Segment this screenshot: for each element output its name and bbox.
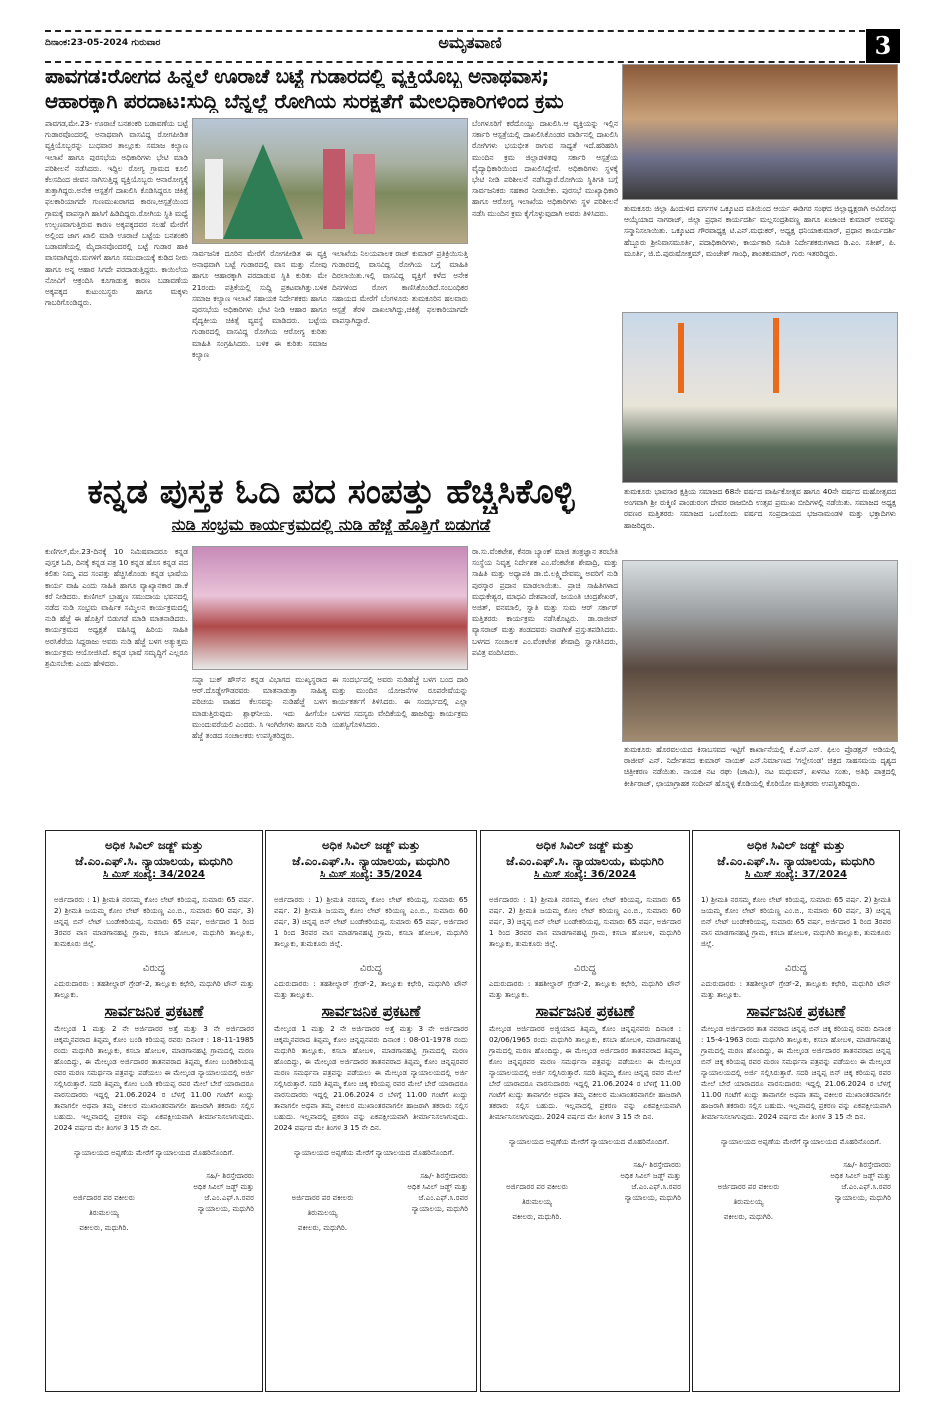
advocate-line: ವಕೀಲರು, ಮಧುಗಿರಿ.	[79, 1223, 129, 1232]
signature-line: ನ್ಯಾಯಾಲಯ, ಮಧುಗಿರಿ	[411, 1204, 468, 1213]
signature-line: ಜೆ.ಎಂ.ಎಫ್.ಸಿ.ರವರ	[204, 1193, 254, 1202]
respondent: ಎದುರುದಾರರು : ತಹಶೀಲ್ದಾರ್ ಗ್ರೇಡ್-2, ತಾಲ್ಲೂಕು ಕಛೇರಿ, ಮಧುಗಿರಿ ಟೌನ್ ಮತ್ತು ತಾಲ್ಲೂಕು.	[54, 979, 254, 999]
advocate-name: ತಿರುಮಲಯ್ಯ	[733, 1197, 764, 1206]
case-number: ಸಿ ಮಿಸ್ ಸಂಖ್ಯೆ: 34/2024	[102, 869, 206, 880]
petitioners: ಅರ್ಜಿದಾರರು : 1) ಶ್ರೀಮತಿ ನರಸಮ್ಮ ಕೋಂ ಲೇಟ್ ಕರಿಯಪ್ಪ, ಸುಮಾರು 65 ವರ್ಷ. 2) ಶ್ರೀಮತಿ ಜಯಮ್ಮ ಕೋಂ ಲೇಟ್ ಕರಿಯಣ್ಣ ಎಂ.ಬಿ., ಸುಮಾರು 60 ವರ್ಷ, 3) ಚಿನ್ನಪ್ಪ ಬಿನ್ ಲೇಟ್ ಬಂಡೇಕರಿಯಪ್ಪ, ಸುಮಾರು 65 ವರ್ಷ, ಅರ್ಜಿದಾರ 1 ರಿಂದ 3ರವರ ವಾಸ ಮಾಡಗಾನಹಟ್ಟಿ ಗ್ರಾಮ, ಕಸಬಾ ಹೋಬಳಿ, ಮಧುಗಿರಿ ತಾಲ್ಲೂಕು, ತುಮಕೂರು ಜಿಲ್ಲೆ.	[54, 895, 254, 948]
advocate-line: ಅರ್ಜಿದಾರರ ಪರ ವಕೀಲರು	[73, 1193, 135, 1202]
case-number: ಸಿ ಮಿಸ್ ಸಂಖ್ಯೆ: 36/2024	[533, 869, 637, 880]
felicitation-photo-caption: ತುಮಕೂರು ಜಿಲ್ಲಾ ಹಿಂದುಳಿದ ವರ್ಗಗಳ ಒಕ್ಕೂಟದ ವತಿಯಿಂದ ಆರ್ಯ ಈಡಿಗರ ಸಂಘದ ಜಿಲ್ಲಾಧ್ಯಕ್ಷರಾಗಿ ಅವಿರೋಧ ಆಯ್ಕೆಯಾದ ನಾಗರಾಜ್, ಜಿಲ್ಲಾ ಪ್ರಧಾನ ಕಾರ್ಯದರ್ಶಿ ಮಲ್ಲಸಂದ್ರಶಿವಣ್ಣ ಹಾಗೂ ಖಜಾಂಚಿ ಕುಮಾರ್ ಅವರನ್ನು ಸನ್ಮಾನಿಸಲಾಯಿತು. ಒಕ್ಕೂಟದ ಗೌರವಾಧ್ಯಕ್ಷ ಟಿ.ಎನ್.ಮಧುಕರ್, ಅಧ್ಯಕ್ಷ ಧನಿಯಾಕುಮಾರ್, ಪ್ರಧಾನ ಕಾರ್ಯದರ್ಶಿ ಹೆಬ್ಬೂರು ಶ್ರೀನಿವಾಸಮೂರ್ತಿ, ಪದಾಧಿಕಾರಿಗಳು, ಕಾರ್ಯಕಾರಿ ಸಮಿತಿ ನಿರ್ದೇಶಕರುಗಳಾದ ಡಿ.ಎಂ. ಸತೀಶ್, ಪಿ. ಮೂರ್ತಿ, ಜಿ.ಬಿ.ಪುರುಷೋತ್ತಮ್, ಮಂಜೇಶ್ ಗಾಂಧಿ, ಶಾಂತಕುಮಾರ್, ಗುರು ಇತರರಿದ್ದರು.	[624, 204, 896, 258]
signature-line: ಸಹಿ/- ಶಿರಸ್ತೇದಾರರು	[420, 1171, 468, 1180]
court-order-line: ನ್ಯಾಯಾಲಯದ ಅಪ್ಪಣೆಯ ಮೇರೆಗೆ ನ್ಯಾಯಾಲಯದ ಮೊಹರಿನೊಂದಿಗೆ.	[509, 1137, 670, 1146]
notice-body: ಮೇಲ್ಕಂಡ ಅರ್ಜಿದಾರರ ಅಜ್ಜಿಯಾದ ತಿಪ್ಪಮ್ಮ ಕೋಂ ಚಿನ್ನಪ್ಪನವರು ದಿನಾಂಕ : 02/06/1965 ರಂದು ಮಧುಗಿರಿ ತಾಲ್ಲೂಕು, ಕಸಬಾ ಹೋಬಳಿ, ಮಾಡಗಾನಹಟ್ಟಿ ಗ್ರಾಮದಲ್ಲಿ ಮರಣ ಹೊಂದಿದ್ದು, ಈ ಮೇಲ್ಕಂಡ ಅರ್ಜಿದಾರರ ತಾತನವರಾದ ತಿಪ್ಪಮ್ಮ ಕೋಂ ಚಿನ್ನಪ್ಪರವರ ಮರಣ ಸಮರ್ಥನಾ ಪತ್ರವನ್ನು ಪಡೆಯಲು ಈ ಮೇಲ್ಕಂಡ ನ್ಯಾಯಾಲಯದಲ್ಲಿ ಅರ್ಜಿ ಸಲ್ಲಿಸಿರುತ್ತಾರೆ. ಸದರಿ ತಿಪ್ಪಮ್ಮ ಕೋಂ ಚಿನ್ನಪ್ಪ ರವರ ಮೇಲೆ ಬೇರೆ ಯಾರಾದರೂ ವಾರಸುದಾರರು ಇದ್ದಲ್ಲಿ 21.06.2024 ರ ಬೆಳಗ್ಗೆ 11.00 ಗಂಟೆಗೆ ಖುದ್ದು ತಾವಾಗಲೀ ಅಥವಾ ತಮ್ಮ ವಕೀಲರ ಮುಖಾಂತರವಾಗಲೀ ಹಾಜರಾಗಿ ತಕರಾರು ಸಲ್ಲಿಸ ಬಹುದು. ಇಲ್ಲವಾದಲ್ಲಿ ಪ್ರಕರಣ ವನ್ನು ಏಕಪಕ್ಷೀಯವಾಗಿ ತೀರ್ಮಾನಿಸಲಾಗುವುದು. 2024 ವರ್ಷದ ಮೇ ತಿಂಗಳ 3 15 ನೇ ದಿನ.	[489, 1024, 681, 1121]
petitioners: ಅರ್ಜಿದಾರರು : 1) ಶ್ರೀಮತಿ ನರಸಮ್ಮ ಕೋಂ ಲೇಟ್ ಕರಿಯಪ್ಪ, ಸುಮಾರು 65 ವರ್ಷ. 2) ಶ್ರೀಮತಿ ಜಯಮ್ಮ ಕೋಂ ಲೇಟ್ ಕರಿಯಣ್ಣ ಎಂ.ಬಿ., ಸುಮಾರು 60 ವರ್ಷ, 3) ಚಿನ್ನಪ್ಪ ಬಿನ್ ಲೇಟ್ ಬಂಡೇಕರಿಯಪ್ಪ, ಸುಮಾರು 65 ವರ್ಷ, ಅರ್ಜಿದಾರ 1 ರಿಂದ 3ರವರ ವಾಸ ಮಾಡಗಾನಹಟ್ಟಿ ಗ್ರಾಮ, ಕಸಬಾ ಹೋಬಳಿ, ಮಧುಗಿರಿ ತಾಲ್ಲೂಕು, ತುಮಕೂರು ಜಿಲ್ಲೆ.	[274, 895, 468, 948]
story1-column-4: ಬೆಂಗಳೂರಿಗೆ ಕರೆದೊಯ್ದು ದಾಖಲಿಸಿ.ಆ ವ್ಯಕ್ತಿಯನ್ನು ಇಲ್ಲಿನ ಸರ್ಕಾರಿ ಆಸ್ಪತ್ರೆಯಲ್ಲಿ ದಾಖಲಿಸಿಕೊಂಡರ ವಾರ್ಡಿನಲ್ಲಿ ದಾಖಲಿಸಿ ರೋಗಿಗಳು ಭಯಭೀತ ರಾಗುವ ಸಾಧ್ಯತೆ ಇದೆ.ಹರಿಹರಿಸಿ ಮುಂದಿನ ಕ್ರಮ ಜಿಲ್ಲಾಡಳಿತವು ಸರ್ಕಾರಿ ಆಸ್ಪತ್ರೆಯ ವೈದ್ಯಾಧಿಕಾರಿಯಿಂದ ದಾಖಲಿಸಿದ್ದೇವೆ. ಅಧಿಕಾರಿಗಳು ಸ್ಥಳಕ್ಕೆ ಭೇಟಿ ನೀಡಿ ಪರಿಶೀಲನೆ ನಡೆಸಿದ್ದಾರೆ.ರೋಗಿಯ ಸ್ಥಿತಿಗತಿ ಬಗ್ಗೆ ಸಾರ್ವಜನಿಕರು ಸಹಕಾರ ನೀಡಬೇಕು. ಪುರಸಭೆ ಮುಖ್ಯಾಧಿಕಾರಿ ಹಾಗೂ ಆರೋಗ್ಯ ಇಲಾಖೆಯ ಅಧಿಕಾರಿಗಳು ಸ್ಥಳ ಪರಿಶೀಲನೆ ನಡೆಸಿ ಮುಂದಿನ ಕ್ರಮ ಕೈಗೊಳ್ಳುವುದಾಗಿ ಅವರು ತಿಳಿಸಿದರು.	[472, 119, 618, 218]
advocate-line: ವಕೀಲರು, ಮಧುಗಿರಿ.	[723, 1212, 774, 1221]
header-rule	[45, 61, 865, 63]
versus-label: ವಿರುದ್ಧ	[784, 963, 808, 974]
court-public-notice	[692, 830, 900, 1392]
signature-line: ಅಧಿಕ ಸಿವಿಲ್ ಜಡ್ಜ್ ಮತ್ತು	[620, 1171, 681, 1180]
felicitation-group-photo	[622, 64, 898, 200]
story2-column-3: ಈ ಸಂದರ್ಭದಲ್ಲಿ ಅವರು ನುಡಿಹೆಜ್ಜೆ ಬಳಗ ಬಂದ ದಾರಿ ಮತ್ತು ಮುಂದಿನ ಯೋಜನೆಗಳ ರೂಪರೇಷೆಯನ್ನು ಕಾರ್ಯಕರ್ತಗೆ ತಿಳಿಸಿದರು. ಈ ಸಂದರ್ಭದಲ್ಲಿ ಎಲ್ಲಾ ಬಳಗದ ಸದಸ್ಯರು ವೇದಿಕೆಯಲ್ಲಿ ಹಾಜರಿದ್ದು ಕಾರ್ಯಕ್ರಮ ಯಶಸ್ವಿಗೊಳಿಸಿದರು.	[332, 675, 468, 729]
book-release-photo	[192, 546, 468, 670]
court-order-line: ನ್ಯಾಯಾಲಯದ ಅಪ್ಪಣೆಯ ಮೇರೆಗೆ ನ್ಯಾಯಾಲಯದ ಮೊಹರಿನೊಂದಿಗೆ.	[74, 1148, 235, 1157]
court-public-notice	[45, 830, 263, 1392]
procession-group-photo	[622, 312, 898, 483]
signature-line: ಅಧಿಕ ಸಿವಿಲ್ ಜಡ್ಜ್ ಮತ್ತು	[407, 1182, 468, 1191]
signature-line: ಅಧಿಕ ಸಿವಿಲ್ ಜಡ್ಜ್ ಮತ್ತು	[193, 1182, 254, 1191]
signature-line: ನ್ಯಾಯಾಲಯ, ಮಧುಗಿರಿ	[834, 1193, 891, 1202]
court-location: ಜೆ.ಎಂ.ಎಫ್.ಸಿ. ನ್ಯಾಯಾಲಯ, ಮಧುಗಿರಿ	[506, 854, 664, 868]
issue-date: ದಿನಾಂಕ:23-05-2024 ಗುರುವಾರ	[45, 38, 161, 48]
story2-subheadline: ನುಡಿ ಸಂಭ್ರಮ ಕಾರ್ಯಕ್ರಮದಲ್ಲಿ ನುಡಿ ಹೆಜ್ಜೆ ಹೊತ್ತಿಗೆ ಬಿಡುಗಡೆ	[171, 515, 491, 534]
notice-body: ಮೇಲ್ಕಂಡ 1 ಮತ್ತು 2 ನೇ ಅರ್ಜಿದಾರರ ಅತ್ತೆ ಮತ್ತು 3 ನೇ ಅರ್ಜಿದಾರರ ಚಿಕ್ಕಮ್ಮನವರಾದ ತಿಪ್ಪಮ್ಮ ಕೋಂ ಬಂಡಿ ಕರಿಯಪ್ಪ ರವರು ದಿನಾಂಕ : 18-11-1985 ರಂದು ಮಧುಗಿರಿ ತಾಲ್ಲೂಕು, ಕಸಬಾ ಹೋಬಳಿ, ಮಾಡಗಾನಹಟ್ಟಿ ಗ್ರಾಮದಲ್ಲಿ ಮರಣ ಹೊಂದಿದ್ದು, ಈ ಮೇಲ್ಕಂಡ ಅರ್ಜಿದಾರರ ತಾತನವರಾದ ತಿಪ್ಪಮ್ಮ ಕೋಂ ಬಂಡಿಕರಿಯಪ್ಪ ರವರ ಮರಣ ಸಮರ್ಥನಾ ಪತ್ರವನ್ನು ಪಡೆಯಲು ಈ ಮೇಲ್ಕಂಡ ನ್ಯಾಯಾಲಯದಲ್ಲಿ ಅರ್ಜಿ ಸಲ್ಲಿಸಿರುತ್ತಾರೆ. ಸದರಿ ತಿಪ್ಪಮ್ಮ ಕೋಂ ಬಂಡಿ ಕರಿಯಪ್ಪ ರವರ ಮೇಲೆ ಬೇರೆ ಯಾರಾದರೂ ವಾರಸುದಾರರು ಇದ್ದಲ್ಲಿ 21.06.2024 ರ ಬೆಳಗ್ಗೆ 11.00 ಗಂಟೆಗೆ ಖುದ್ದು ತಾವಾಗಲೀ ಅಥವಾ ತಮ್ಮ ವಕೀಲರ ಮುಖಾಂತರವಾಗಲೀ ಹಾಜರಾಗಿ ತಕರಾರು ಸಲ್ಲಿಸ ಬಹುದು. ಇಲ್ಲವಾದಲ್ಲಿ ಪ್ರಕರಣ ವನ್ನು ಏಕಪಕ್ಷೀಯವಾಗಿ ತೀರ್ಮಾನಿಸಲಾಗುವುದು. 2024 ವರ್ಷದ ಮೇ ತಿಂಗಳ 3 15 ನೇ ದಿನ.	[54, 1024, 254, 1132]
notice-body: ಮೇಲ್ಕಂಡ 1 ಮತ್ತು 2 ನೇ ಅರ್ಜಿದಾರರ ಅತ್ತೆ ಮತ್ತು 3 ನೇ ಅರ್ಜಿದಾರರ ಚಿಕ್ಕಮ್ಮನವರಾದ ತಿಪ್ಪಮ್ಮ ಕೋಂ ಚಿನ್ನಪ್ಪನವರು ದಿನಾಂಕ : 08-01-1978 ರಂದು ಮಧುಗಿರಿ ತಾಲ್ಲೂಕು, ಕಸಬಾ ಹೋಬಳಿ, ಮಾಡಗಾನಹಟ್ಟಿ ಗ್ರಾಮದಲ್ಲಿ ಮರಣ ಹೊಂದಿದ್ದು, ಈ ಮೇಲ್ಕಂಡ ಅರ್ಜಿದಾರರ ತಾತನವರಾದ ತಿಪ್ಪಮ್ಮ ಕೋಂ ಚಿನ್ನಪ್ಪರವರ ಮರಣ ಸಮರ್ಥನಾ ಪತ್ರವನ್ನು ಪಡೆಯಲು ಈ ಮೇಲ್ಕಂಡ ನ್ಯಾಯಾಲಯದಲ್ಲಿ ಅರ್ಜಿ ಸಲ್ಲಿಸಿರುತ್ತಾರೆ. ಸದರಿ ತಿಪ್ಪಮ್ಮ ಕೋಂ ಚಿಕ್ಕ ಕರಿಯಪ್ಪ ರವರ ಮೇಲೆ ಬೇರೆ ಯಾರಾದರೂ ವಾರಸುದಾರರು ಇದ್ದಲ್ಲಿ 21.06.2024 ರ ಬೆಳಗ್ಗೆ 11.00 ಗಂಟೆಗೆ ಖುದ್ದು ತಾವಾಗಲೀ ಅಥವಾ ತಮ್ಮ ವಕೀಲರ ಮುಖಾಂತರವಾಗಲೀ ಹಾಜರಾಗಿ ತಕರಾರು ಸಲ್ಲಿಸ ಬಹುದು. ಇಲ್ಲವಾದಲ್ಲಿ ಪ್ರಕರಣ ವನ್ನು ಏಕಪಕ್ಷೀಯವಾಗಿ ತೀರ್ಮಾನಿಸಲಾಗುವುದು. 2024 ವರ್ಷದ ಮೇ ತಿಂಗಳ 3 15 ನೇ ದಿನ.	[274, 1024, 468, 1132]
advocate-name: ತಿರುಮಲಯ್ಯ	[88, 1208, 120, 1217]
signature-line: ನ್ಯಾಯಾಲಯ, ಮಧುಗಿರಿ	[197, 1204, 254, 1213]
respondent: ಎದುರುದಾರರು : ತಹಶೀಲ್ದಾರ್ ಗ್ರೇಡ್-2, ತಾಲ್ಲೂಕು ಕಛೇರಿ, ಮಧುಗಿರಿ ಟೌನ್ ಮತ್ತು ತಾಲ್ಲೂಕು.	[701, 979, 891, 999]
court-order-line: ನ್ಯಾಯಾಲಯದ ಅಪ್ಪಣೆಯ ಮೇರೆಗೆ ನ್ಯಾಯಾಲಯದ ಮೊಹರಿನೊಂದಿಗೆ.	[294, 1148, 455, 1157]
signature-line: ಸಹಿ/- ಶಿರಸ್ತೇದಾರರು	[633, 1160, 681, 1169]
court-location: ಜೆ.ಎಂ.ಎಫ್.ಸಿ. ನ್ಯಾಯಾಲಯ, ಮಧುಗಿರಿ	[292, 854, 450, 868]
respondent: ಎದುರುದಾರರು : ತಹಶೀಲ್ದಾರ್ ಗ್ರೇಡ್-2, ತಾಲ್ಲೂಕು ಕಛೇರಿ, ಮಧುಗಿರಿ ಟೌನ್ ಮತ್ತು ತಾಲ್ಲೂಕು.	[274, 979, 468, 999]
public-notice-title: ಸಾರ್ವಜನಿಕ ಪ್ರಕಟಣೆ	[746, 1002, 846, 1020]
signature-line: ಅಧಿಕ ಸಿವಿಲ್ ಜಡ್ಜ್ ಮತ್ತು	[830, 1171, 891, 1180]
film-shooting-photo	[622, 560, 898, 742]
notice-body: ಮೇಲ್ಕಂಡ ಅರ್ಜಿದಾರರ ತಾತ ನವರಾದ ಚಿನ್ನಪ್ಪ ಬಿನ್ ಚಿಕ್ಕ ಕರಿಯಪ್ಪ ರವರು ದಿನಾಂಕ : 15-4-1963 ರಂದು ಮಧುಗಿರಿ ತಾಲ್ಲೂಕು, ಕಸಬಾ ಹೋಬಳಿ, ಮಾಡಗಾನಹಟ್ಟಿ ಗ್ರಾಮದಲ್ಲಿ ಮರಣ ಹೊಂದಿದ್ದು, ಈ ಮೇಲ್ಕಂಡ ಅರ್ಜಿದಾರರ ತಾತನವರಾದ ಚಿನ್ನಪ್ಪ ಬಿನ್ ಚಿಕ್ಕ ಕರಿಯಪ್ಪ ರವರ ಮರಣ ಸಮರ್ಥನಾ ಪತ್ರವನ್ನು ಪಡೆಯಲು ಈ ಮೇಲ್ಕಂಡ ನ್ಯಾಯಾಲಯದಲ್ಲಿ ಅರ್ಜಿ ಸಲ್ಲಿಸಿರುತ್ತಾರೆ. ಸದರಿ ಚಿನ್ನಪ್ಪ ಬಿನ್ ಚಿಕ್ಕ ಕರಿಯಪ್ಪ ರವರ ಮೇಲೆ ಬೇರೆ ಯಾರಾದರೂ ವಾರಸುದಾರರು ಇದ್ದಲ್ಲಿ 21.06.2024 ರ ಬೆಳಗ್ಗೆ 11.00 ಗಂಟೆಗೆ ಖುದ್ದು ತಾವಾಗಲೀ ಅಥವಾ ತಮ್ಮ ವಕೀಲರ ಮುಖಾಂತರವಾಗಲೀ ಹಾಜರಾಗಿ ತಕರಾರು ಸಲ್ಲಿಸ ಬಹುದು. ಇಲ್ಲವಾದಲ್ಲಿ ಪ್ರಕರಣ ವನ್ನು ಏಕಪಕ್ಷೀಯವಾಗಿ ತೀರ್ಮಾನಿಸಲಾಗುವುದು. 2024 ವರ್ಷದ ಮೇ ತಿಂಗಳ 3 15 ನೇ ದಿನ.	[701, 1024, 891, 1121]
page-number: 3	[866, 29, 900, 63]
signature-line: ಜೆ.ಎಂ.ಎಫ್.ಸಿ.ರವರ	[841, 1182, 891, 1191]
petitioners: ಅರ್ಜಿದಾರರು : 1) ಶ್ರೀಮತಿ ನರಸಮ್ಮ ಕೋಂ ಲೇಟ್ ಕರಿಯಪ್ಪ, ಸುಮಾರು 65 ವರ್ಷ. 2) ಶ್ರೀಮತಿ ಜಯಮ್ಮ ಕೋಂ ಲೇಟ್ ಕರಿಯಣ್ಣ ಎಂ.ಬಿ., ಸುಮಾರು 60 ವರ್ಷ, 3) ಚಿನ್ನಪ್ಪ ಬಿನ್ ಲೇಟ್ ಬಂಡೇಕರಿಯಪ್ಪ, ಸುಮಾರು 65 ವರ್ಷ, ಅರ್ಜಿದಾರ 1 ರಿಂದ 3ರವರ ವಾಸ ಮಾಡಗಾನಹಟ್ಟಿ ಗ್ರಾಮ, ಕಸಬಾ ಹೋಬಳಿ, ಮಧುಗಿರಿ ತಾಲ್ಲೂಕು, ತುಮಕೂರು ಜಿಲ್ಲೆ.	[489, 895, 681, 948]
versus-label: ವಿರುದ್ಧ	[142, 963, 166, 974]
story2-column-1: ಕುಣಿಗಲ್,ಮೇ.23-ದಿನಕ್ಕೆ 10 ನಿಮಿಷವಾದರೂ ಕನ್ನಡ ಪುಸ್ತಕ ಓದಿ, ದಿನಕ್ಕೆ ಕನ್ನಡ ಪತ್ರ 10 ಕನ್ನಡ ಹೊಸ ಕನ್ನಡ ಪದ ಕಲಿತು ನಿಮ್ಮ ಪದ ಸಂಪತ್ತು ಹೆಚ್ಚಿಸಿಕೊಂಡು ಕನ್ನಡ ಭಾಷೆಯ ಕಾರ್ಯ ವಾಹಿ ಎಂದು ಸಾಹಿತಿ ಹಾಗೂ ವ್ಯಾಖ್ಯಾನಕಾರ ಡಾ.ಕೆ ಕರೆ ನೀಡಿದರು. ಕುಣಿಗಲ್ ಬ್ರಾಹ್ಮಣ ಸಮುದಾಯ ಭವನದಲ್ಲಿ ನಡೆದ ನುಡಿ ಸಂಭ್ರಮ ವಾರ್ಷಿಕ ಸಮ್ಮಿಲನ ಕಾರ್ಯಕ್ರಮದಲ್ಲಿ ನುಡಿ ಹೆಜ್ಜೆ ಈ ಹೊತ್ತಿಗೆ ಬಿಡುಗಡೆ ಮಾಡಿ ಮಾತನಾಡಿದರು. ಕಾರ್ಯಕ್ರಮದ ಅಧ್ಯಕ್ಷತೆ ವಹಿಸಿದ್ದ ಹಿರಿಯ ಸಾಹಿತಿ ಅರಸಿಕೆರೆಯ ಸಿದ್ದರಾಜು ಅವರು ನುಡಿ ಹೆಜ್ಜೆ ಬಳಗ ಅತ್ಯುತ್ತಮ ಕಾರ್ಯಕ್ರಮ ಆಯೋಜಿಸಿದೆ. ಕನ್ನಡ ಭಾಷೆ ಸಮೃದ್ಧಿಗೆ ಎಲ್ಲರೂ ಶ್ರಮಿಸಬೇಕು ಎಂದು ಹೇಳಿದರು.	[45, 547, 188, 669]
signature-line: ನ್ಯಾಯಾಲಯ, ಮಧುಗಿರಿ	[624, 1193, 681, 1202]
court-location: ಜೆ.ಎಂ.ಎಫ್.ಸಿ. ನ್ಯಾಯಾಲಯ, ಮಧುಗಿರಿ	[717, 854, 875, 868]
advocate-line: ವಕೀಲರು, ಮಧುಗಿರಿ.	[512, 1212, 562, 1221]
patient-tent-photo	[192, 118, 468, 244]
petitioners: 1) ಶ್ರೀಮತಿ ನರಸಮ್ಮ ಕೋಂ ಲೇಟ್ ಕರಿಯಪ್ಪ, ಸುಮಾರು 65 ವರ್ಷ. 2) ಶ್ರೀಮತಿ ಜಯಮ್ಮ ಕೋಂ ಲೇಟ್ ಕರಿಯಣ್ಣ ಎಂ.ಬಿ., ಸುಮಾರು 60 ವರ್ಷ, 3) ಚಿನ್ನಪ್ಪ ಬಿನ್ ಲೇಟ್ ಬಂಡೇಕರಿಯಪ್ಪ, ಸುಮಾರು 65 ವರ್ಷ, ಅರ್ಜಿದಾರ 1 ರಿಂದ 3ರವರ ವಾಸ ಮಾಡಗಾನಹಟ್ಟಿ ಗ್ರಾಮ, ಕಸಬಾ ಹೋಬಳಿ, ಮಧುಗಿರಿ ತಾಲ್ಲೂಕು, ತುಮಕೂರು ಜಿಲ್ಲೆ.	[701, 895, 891, 948]
story2-column-2: ಸಪ್ನಾ ಬುಕ್ ಹೌಸ್‌ನ ಕನ್ನಡ ವಿಭಾಗದ ಮುಖ್ಯಸ್ಥರಾದ ಆರ್.ದೊಡ್ಡೇಗೌಡರವರು ಮಾತನಾಡುತ್ತಾ ಸಾಹಿತ್ಯ ಪರಿಚಯ ವಾಹದ ಕೆಲಸವನ್ನು ನುಡಿಹೆಜ್ಜೆ ಬಳಗ ಮಾಡುತ್ತಿರುವುದು ಶ್ಲಾಘನೀಯ. ಇದು ಹೀಗೆಯೇ ಮುಂದುವರೆಯಲಿ ಎಂದರು. ಸಿ ಇಂಗಿರೇಗಳು ಹಾಗೂ ನುಡಿ ಹೆಜ್ಜೆ ತಂಡದ ಸಂಚಾಲಕರು ಉಪಸ್ಥಿತರಿದ್ದರು.	[192, 675, 327, 741]
signature-line: ಜೆ.ಎಂ.ಎಫ್.ಸಿ.ರವರ	[631, 1182, 681, 1191]
signature-line: ಸಹಿ/- ಶಿರಸ್ತೇದಾರರು	[206, 1171, 254, 1180]
case-number: ಸಿ ಮಿಸ್ ಸಂಖ್ಯೆ: 37/2024	[744, 869, 848, 880]
public-notice-title: ಸಾರ್ವಜನಿಕ ಪ್ರಕಟಣೆ	[535, 1002, 635, 1020]
signature-line: ಜೆ.ಎಂ.ಎಫ್.ಸಿ.ರವರ	[418, 1193, 468, 1202]
court-name: ಅಧಿಕ ಸಿವಿಲ್ ಜಡ್ಜ್ ಮತ್ತು	[321, 838, 421, 852]
story2-headline: ಕನ್ನಡ ಪುಸ್ತಕ ಓದಿ ಪದ ಸಂಪತ್ತು ಹೆಚ್ಚಿಸಿಕೊಳ್ಳಿ	[87, 472, 575, 512]
respondent: ಎದುರುದಾರರು : ತಹಶೀಲ್ದಾರ್ ಗ್ರೇಡ್-2, ತಾಲ್ಲೂಕು ಕಛೇರಿ, ಮಧುಗಿರಿ ಟೌನ್ ಮತ್ತು ತಾಲ್ಲೂಕು.	[489, 979, 681, 999]
court-public-notice	[480, 830, 690, 1392]
court-order-line: ನ್ಯಾಯಾಲಯದ ಅಪ್ಪಣೆಯ ಮೇರೆಗೆ ನ್ಯಾಯಾಲಯದ ಮೊಹರಿನೊಂದಿಗೆ.	[721, 1137, 882, 1146]
advocate-name: ತಿರುಮಲಯ್ಯ	[307, 1208, 338, 1217]
story1-column-3: ಇಲಾಖೆಯ ನಿಲಯಪಾಲಕ ರಾಜ್ ಕುಮಾರ್ ಪ್ರತಿಕ್ರಿಯಿಸುತ್ತಿ ಗುಡಾರದಲ್ಲಿ ವಾಸವಿದ್ದ ರೋಗಿಯ ಬಗ್ಗೆ ಮಾಹಿತಿ ದಿರಲಾಯಿತು.ಇಲ್ಲಿ ವಾಸವಿದ್ದ ವ್ಯಕ್ತಿಗೆ ಕಳೆದ ಅನೇಕ ದಿನಗಳಿಂದ ರೋಗ ಕಾಣಿಸಿಕೊಂಡಿದೆ.ಸಂಬಂಧಿಕರ ಸಹಾಯದ ಮೇರೆಗೆ ಬೆಂಗಳೂರು ತುಮಕೂರಿನ ಹಲವಾರು ಆಸ್ಪತ್ರೆ ತೆರಳಿ ದಾಖಲಾಗಿದ್ದು,ಚಿಕಿತ್ಸೆ ಫಲಕಾರಿಯಾಗದೇ ವಾಪಸ್ಸಾಗಿದ್ದಾರೆ.	[332, 249, 468, 326]
court-name: ಅಧಿಕ ಸಿವಿಲ್ ಜಡ್ಜ್ ಮತ್ತು	[104, 838, 204, 852]
case-number: ಸಿ ಮಿಸ್ ಸಂಖ್ಯೆ: 35/2024	[319, 869, 423, 880]
public-notice-title: ಸಾರ್ವಜನಿಕ ಪ್ರಕಟಣೆ	[321, 1002, 421, 1020]
advocate-line: ಅರ್ಜಿದಾರರ ಪರ ವಕೀಲರು	[506, 1182, 568, 1191]
film-shooting-caption: ತುಮಕೂರು ಹೊರವಲಯದ ಕಿಸಾಬಸವದ ಇಟ್ಟಿಗೆ ಕಾರ್ಖಾನೆಯಲ್ಲಿ ಕೆ.ಎಸ್.ಎಸ್. ಫಿಲಂ ಪ್ರೊಡಕ್ಷನ್ ಅಡಿಯಲ್ಲಿ ರಾಜೀವ್ ಎನ್. ನಿರ್ದೇಶನದ ಕುಮಾರ್ ನಾಯಕ್ ಎನ್.ನಿರ್ಮಾಣದ 'ಗಲ್ಲೇಸಂಡ' ಚಿತ್ರದ ಸಾಹಸಮಯ ದೃಶ್ಯದ ಚಿತ್ರೀಕರಣ ನಡೆಯಿತು. ನಾಯಕ ನಟ ರಘು (ಜಾಮಿ), ನಟ ಮಧುವನ್, ಖಳನಟ ಸಂತು, ಅತಿಥಿ ಪಾತ್ರದಲ್ಲಿ ಕೀರ್ತಿರಾಜ್, ಛಾಯಾಗ್ರಾಹಕ ಸಂದೀಪ್ ಹೊನ್ನಳ್ಳಿ ಕೊಡಿಯಲ್ಲಿ ಕೊರಿಯೋ ಮತ್ತಿತರರು ಉಪಸ್ಥಿತರಿದ್ದರು.	[624, 745, 896, 788]
court-name: ಅಧಿಕ ಸಿವಿಲ್ ಜಡ್ಜ್ ಮತ್ತು	[535, 838, 635, 852]
signature-line: ಸಹಿ/- ಶಿರಸ್ತೇದಾರರು	[843, 1160, 891, 1169]
court-location: ಜೆ.ಎಂ.ಎಫ್.ಸಿ. ನ್ಯಾಯಾಲಯ, ಮಧುಗಿರಿ	[75, 854, 233, 868]
advocate-name: ತಿರುಮಲಯ್ಯ	[521, 1197, 553, 1206]
story1-column-2: ಸಾರ್ವಜನಿಕ ದೂರಿನ ಮೇರೆಗೆ ರೋಗಪೀಡಿತ ಈ ವ್ಯಕ್ತಿ ಅನಾಥವಾಗಿ ಬಟ್ಟೆ ಗುಡಾರದಲ್ಲಿ ವಾಸ ಮತ್ತು ನೋವು ಹಾಗೂ ಆಹಾರಕ್ಕಾಗಿ ಪರದಾಡುವ ಸ್ಥಿತಿ ಕುರಿತು ಮೇ 21ರಂದು ಪತ್ರಿಕೆಯಲ್ಲಿ ಸುದ್ದಿ ಪ್ರಕಟವಾಗಿತ್ತು.ಬಳಿಕ ಸಮಾಜ ಕಲ್ಯಾಣ ಇಲಾಖೆ ಸಹಾಯಕ ನಿರ್ದೇಶಕರು ಹಾಗೂ ಪುರಸಭೆಯ ಅಧಿಕಾರಿಗಳು ಭೇಟಿ ನೀಡಿ ಆಹಾರ ಹಾಗೂ ವೈದ್ಯಕೀಯ ಚಿಕಿತ್ಸೆ ವ್ಯವಸ್ಥೆ ಮಾಡಿದರು. ಬಟ್ಟೆಯ ಗುಡಾರದಲ್ಲಿ ವಾಸವಿದ್ದ ರೋಗಿಯ ಆರೋಗ್ಯ ಕುರಿತು ಮಾಹಿತಿ ಸಂಗ್ರಹಿಸಿದರು. ಬಳಿಕ ಈ ಕುರಿತು ಸಮಾಜ ಕಲ್ಯಾಣ	[192, 249, 327, 359]
court-public-notice	[265, 830, 477, 1392]
story1-headline-line1: ಪಾವಗಡ:ರೋಗದ ಹಿನ್ನಲೆ ಊರಾಚೆ ಬಟ್ಟೆ ಗುಡಾರದಲ್ಲಿ ವ್ಯಕ್ತಿಯೊಬ್ಬ ಅನಾಥವಾಸ;	[45, 64, 550, 88]
public-notice-title: ಸಾರ್ವಜನಿಕ ಪ್ರಕಟಣೆ	[104, 1002, 204, 1020]
top-rule	[45, 30, 865, 32]
masthead-title: ಅಮೃತವಾಣಿ	[438, 33, 502, 52]
versus-label: ವಿರುದ್ಧ	[359, 963, 383, 974]
story2-column-4: ರಾ.ಸು.ವೆಂಕಟೇಶ, ಕೆನರಾ ಬ್ಯಾಂಕ್ ಮಾಜಿ ತಂತ್ರಜ್ಞಾನ ತರಬೇತಿ ಸಂಸ್ಥೆಯ ನಿವೃತ್ತ ನಿರ್ದೇಶಕ ಎಂ.ವೆಂಕಟೇಶ ಶೇಷಾದ್ರಿ, ಮತ್ತು ಸಾಹಿತಿ ಮತ್ತು ಅಧ್ಯಾಪಕಿ ಡಾ.ಬಿ.ಲಕ್ಷ್ಮಿದೇವಮ್ಮ ಅವರಿಗೆ ನುಡಿ ಪುರಸ್ಕಾರ ಪ್ರದಾನ ಮಾಡಲಾಯಿತು. ಪ್ರಾಚಿ ಸಾಹಿತಿಗಳಾದ ಮಧುಕೇಶ್ವರ, ಮಾಧವಿ ದೇಶಪಾಂಡೆ, ಜಯಂತಿ ಚಂದ್ರಶೇಖರ್, ಅಜಿತ್, ವನಮಾಲಿ, ಸ್ವಾತಿ ಮತ್ತು ಸುಮ ಆರ್ ಸರ್ಕಾರ್ ಮತ್ತಿತರರು ಕಾರ್ಯಕ್ರಮ ನಡೆಸಿಕೊಟ್ಟರು. ಡಾ.ರಾಜೀವ್ ವ್ಯಾಸರಾಜ್ ಮತ್ತು ತಂಡದವರು ನಾಡಗೀತೆ ಪ್ರಸ್ತುತಪಡಿಸಿದರು. ಬಳಗದ ಸಂಚಾಲಕ ಎಂ.ವೆಂಕಟೇಶ ಶೇಷಾದ್ರಿ ಸ್ವಾಗತಿಸಿದರು, ಪವಿತ್ರ ವಂದಿಸಿದರು.	[472, 547, 618, 657]
advocate-line: ವಕೀಲರು, ಮಧುಗಿರಿ.	[297, 1223, 348, 1232]
versus-label: ವಿರುದ್ಧ	[573, 963, 597, 974]
advocate-line: ಅರ್ಜಿದಾರರ ಪರ ವಕೀಲರು	[291, 1193, 354, 1202]
advocate-line: ಅರ್ಜಿದಾರರ ಪರ ವಕೀಲರು	[717, 1182, 780, 1191]
court-name: ಅಧಿಕ ಸಿವಿಲ್ ಜಡ್ಜ್ ಮತ್ತು	[746, 838, 846, 852]
procession-photo-caption: ತುಮಕೂರು ಭಾವಸಾರ ಕ್ಷತ್ರಿಯ ಸಮಾಜದ 68ನೇ ವರ್ಷದ ವಾರ್ಷಿಕೋತ್ಸವ ಹಾಗೂ 40ನೇ ವರ್ಷದ ಮಹೋತ್ಸವದ ಅಂಗವಾಗಿ ಶ್ರೀ ರುಕ್ಮಿಣಿ ಪಾಂಡುರಂಗ ದೇವರ ರಾಜಬೀದಿ ಉತ್ಸವ ಪ್ರಮುಖ ಬೀದಿಗಳಲ್ಲಿ ನಡೆಯಿತು. ಸಮಾಜದ ಅಧ್ಯಕ್ಷ ರವಣರ ಮತ್ತಿತರರು ಸಮಾಜದ ಒಂದೊಂದು ವರ್ಷದ ಸಂಪ್ರದಾಯದ ಭಜನಾಮಂಡಳಿ ಮತ್ತು ಭಕ್ತಾದಿಗಳು ಹಾಜರಿದ್ದರು.	[624, 487, 896, 530]
story1-column-1: ಪಾವಗಡ,ಮೇ.23- ಊರಾಚೆ ಬನಶಂಕರಿ ಬಡಾವಣೆಯ ಬಟ್ಟೆ ಗುಡಾರವೊಂದರಲ್ಲಿ ಅನಾಥವಾಗಿ ವಾಸವಿದ್ದ ರೋಗಪೀಡಿತ ವ್ಯಕ್ತಿಯೊಬ್ಬರನ್ನು ಬುಧವಾರ ತಾಲ್ಲೂಕು ಸಮಾಜ ಕಲ್ಯಾಣ ಇಲಾಖೆ ಹಾಗೂ ಪುರಸಭೆಯ ಅಧಿಕಾರಿಗಳು ಭೇಟಿ ಮಾಡಿ ಪರಿಶೀಲನೆ ನಡೆಸಿದರು. ಇದ್ದಿಲ ರೋಗ್ಯ ಗ್ರಾಮದ ಕೂಲಿ ಕೆಲಸದಿಂದ ಜೀವನ ಸಾಗಿಸುತ್ತಿದ್ದ ವ್ಯಕ್ತಿಯೊಬ್ಬರು ಆನಾರೋಗ್ಯಕ್ಕೆ ತುತ್ತಾಗಿದ್ದರು.ಅನೇಕ ಆಸ್ಪತ್ರೆಗೆ ದಾಖಲಿಸಿ ಕೊಡಿಸಿದ್ದರೂ ಚಿಕಿತ್ಸೆ ಫಲಕಾರಿಯಾಗದೇ ಗುಣಮುಖರಾಗದ ಕಾರಣ,ಆಸ್ಪತ್ರೆಯಿಂದ ಗ್ರಾಮಕ್ಕೆ ವಾಪಸ್ಸಾಗಿ ಹಾಸಿಗೆ ಹಿಡಿದಿದ್ದರು.ರೋಗಿಯ ಸ್ಥಿತಿ ಮಧ್ಯೆ ಉಲ್ಬಣವಾಗುತ್ತಿರುವ ಕಾರಣ ಅಕ್ಕಪಕ್ಕದವರ ಸಲಹೆ ಮೇರೆಗೆ ಅಲ್ಲಿಂದ ಜಾಗ ಖಾಲಿ ಮಾಡಿ ಊರಾಚೆ ಬಟ್ಟೆಯ ಬನಶಂಕರಿ ಬಡಾವಣೆಯಲ್ಲಿ ಮೈದಾನವೊಂದರಲ್ಲಿ ಬಟ್ಟೆ ಗುಡಾರ ಹಾಕಿ ವಾಸವಾಗಿದ್ದರು.ಮಗಳಿಗೆ ಹಾಗೂ ಸಮುದಾಯಕ್ಕೆ ಕುಡಿದ ನೀರು ಹಾಗೂ ಅನ್ನ ಆಹಾರ ಸಿಗದೇ ಪರದಾಡುತ್ತಿದ್ದರು. ಕಾಯಿಲೆಯ ನೋವಿಗೆ ಆಕ್ರಂದಿಸಿ ಕೂಗಾಡುತ್ತ ಕಾರಣ ಬಡಾವಣೆಯ ಅಕ್ಕಪಕ್ಕದ ಕುಟುಂಬಸ್ಥರು ಹಾಗೂ ಮಕ್ಕಳು ಗಾಬರಿಗೊಂಡಿದ್ದರು.	[45, 119, 188, 308]
story1-headline-line2: ಆಹಾರಕ್ಕಾಗಿ ಪರದಾಟ:ಸುದ್ದಿ ಬೆನ್ನಲ್ಲೆ ರೋಗಿಯ ಸುರಕ್ಷತೆಗೆ ಮೇಲಧಿಕಾರಿಗಳಿಂದ ಕ್ರಮ	[45, 89, 564, 113]
